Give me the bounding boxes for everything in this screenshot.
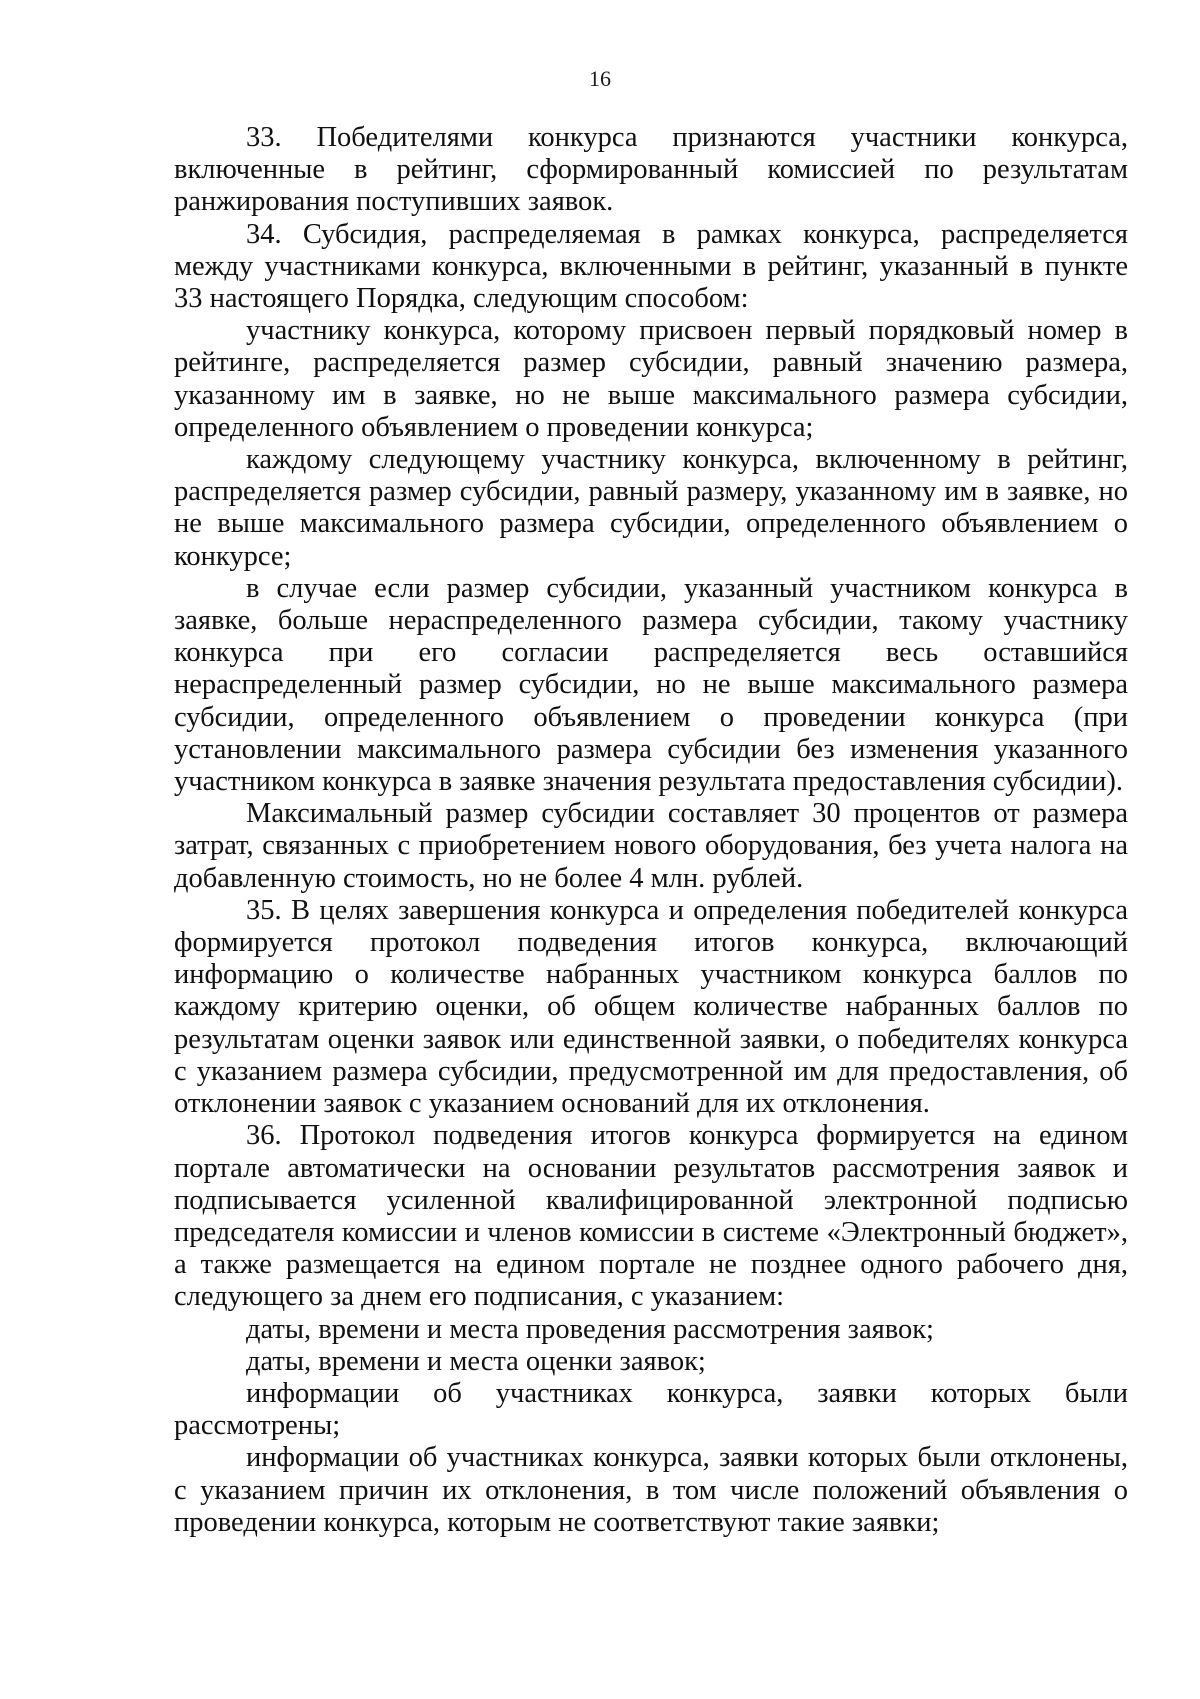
paragraph-36: 36. Протокол подведения итогов конкурса формируется на едином портале автоматически на основании результатов рассмотрения заявок и подписывается усиленной квалифицированной электронной подписью председателя комиссии и членов комиссии в системе «Электронный бюджет», а также размещается на едином портале не позднее одного рабочего дня, следующего за днем его подписания, с указанием: — [174, 1120, 1128, 1313]
list-item-evaluation-dates: даты, времени и места оценки заявок; — [246, 1345, 706, 1377]
paragraph-33: 33. Победителями конкурса признаются участники конкурса, включенные в рейтинг, сформированный комиссией по результатам ранжирования поступивших заявок. — [174, 122, 1128, 218]
list-item-review-dates: даты, времени и места проведения рассмотрения заявок; — [246, 1313, 934, 1345]
page-number: 16 — [589, 66, 611, 91]
paragraph-34-remaining-subsidy: в случае если размер субсидии, указанный участником конкурса в заявке, больше нераспределенного размера субсидии, такому участнику конкурса при его согласии распределяется весь оставшийся нераспределенный размер субсидии, но не выше максимального размера субсидии, определенного объявлением о проведении конкурса (при установлении максимального размера субсидии без изменения указанного участником конкурса в заявке значения результата предоставления субсидии). — [174, 572, 1128, 798]
paragraph-34-first-participant: участнику конкурса, которому присвоен первый порядковый номер в рейтинге, распределяется размер субсидии, равный значению размера, указанному им в заявке, но не выше максимального размера субсидии, определенного объявлением о проведении конкурса; — [174, 315, 1128, 443]
paragraph-35: 35. В целях завершения конкурса и определения победителей конкурса формируется протокол подведения итогов конкурса, включающий информацию о количестве набранных участником конкурса баллов по каждому критерию оценки, об общем количестве набранных баллов по результатам оценки заявок или единственной заявки, о победителях конкурса с указанием размера субсидии, предусмотренной им для предоставления, об отклонении заявок с указанием оснований для их отклонения. — [174, 894, 1128, 1120]
list-item-reviewed-participants: информации об участниках конкурса, заявки которых были рассмотрены; — [174, 1377, 1128, 1442]
list-item-rejected-participants: информации об участниках конкурса, заявки которых были отклонены, с указанием причин их отклонения, в том числе положений объявления о проведении конкурса, которым не соответствуют такие заявки; — [174, 1442, 1128, 1538]
paragraph-34: 34. Субсидия, распределяемая в рамках конкурса, распределяется между участниками конкурса, включенными в рейтинг, указанный в пункте 33 настоящего Порядка, следующим способом: — [174, 218, 1128, 315]
paragraph-34-next-participant: каждому следующему участнику конкурса, включенному в рейтинг, распределяется размер субсидии, равный размеру, указанному им в заявке, но не выше максимального размера субсидии, определенного объявлением о конкурсе; — [174, 444, 1128, 572]
paragraph-max-subsidy: Максимальный размер субсидии составляет 30 процентов от размера затрат, связанных с приобретением нового оборудования, без учета налога на добавленную стоимость, но не более 4 млн. рублей. — [174, 798, 1128, 894]
document-body — [174, 122, 1128, 1539]
